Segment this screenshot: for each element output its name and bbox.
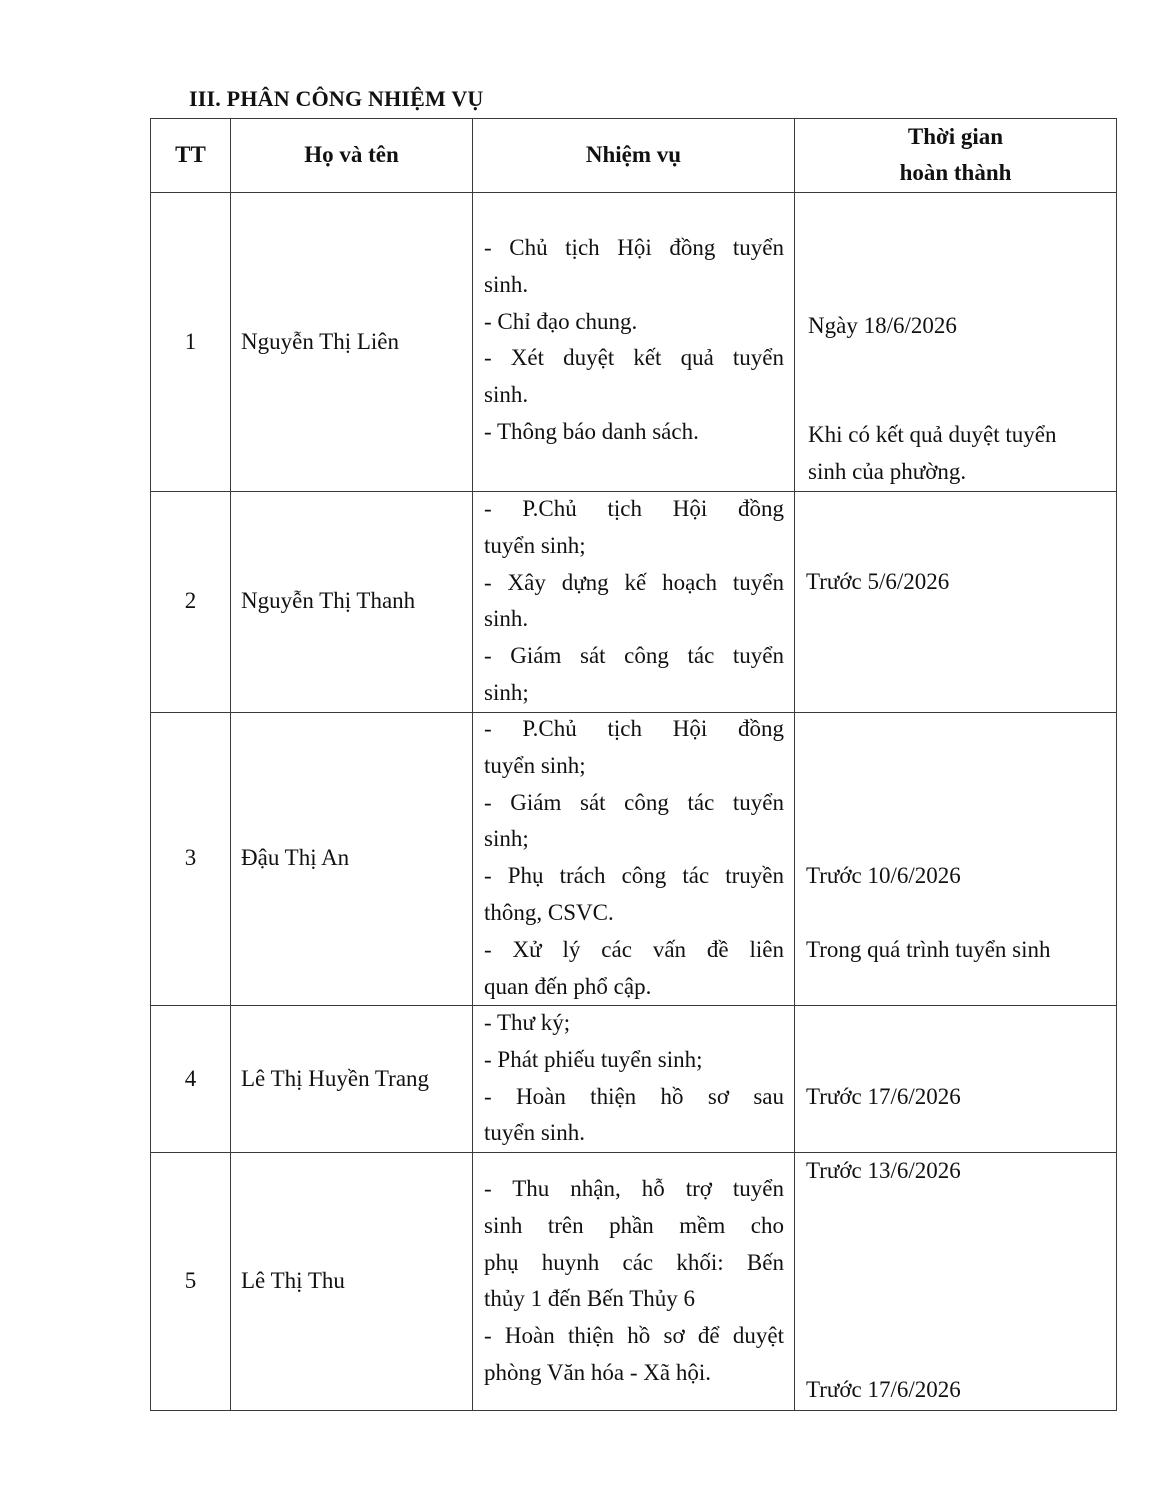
task-line: - P.Chủ tịch Hội đồng — [484, 496, 784, 521]
task-list — [484, 1171, 784, 1392]
deadline: Trong quá trình tuyển sinh — [806, 937, 1051, 962]
task-line: sinh; — [484, 679, 529, 705]
task-line: - Giám sát công tác tuyển — [484, 789, 784, 815]
task-line: sinh. — [484, 271, 529, 297]
deadline: sinh của phường. — [808, 459, 967, 484]
task-line: - Phát phiếu tuyển sinh; — [484, 1046, 703, 1072]
member-name: Nguyễn Thị Thanh — [241, 588, 416, 613]
deadline: Trước 10/6/2026 — [806, 863, 961, 888]
header-deadline-line: Thời gian — [907, 124, 1004, 149]
task-line: thông, CSVC. — [484, 899, 614, 925]
task-list — [484, 711, 784, 1005]
task-list — [484, 230, 784, 451]
task-line: - P.Chủ tịch Hội đồng — [484, 716, 784, 741]
header-name: Họ và tên — [304, 142, 399, 167]
task-line: - Xây dựng kế hoạch tuyển — [484, 569, 784, 595]
column-divider — [794, 119, 795, 1410]
member-name: Đậu Thị An — [241, 845, 350, 870]
task-line: sinh. — [484, 606, 529, 632]
column-divider — [230, 119, 231, 1410]
row-number: 5 — [184, 1268, 197, 1293]
task-line: - Thư ký; — [484, 1010, 571, 1035]
deadline: Trước 5/6/2026 — [806, 569, 950, 594]
header-task: Nhiệm vụ — [585, 142, 682, 167]
member-name: Nguyễn Thị Liên — [241, 329, 399, 354]
row-number: 4 — [184, 1066, 197, 1091]
task-line: phòng Văn hóa - Xã hội. — [484, 1359, 711, 1385]
task-list — [484, 491, 784, 712]
deadline: Trước 17/6/2026 — [806, 1377, 961, 1402]
task-line: tuyển sinh. — [484, 1120, 585, 1146]
row-number: 3 — [184, 845, 197, 870]
row-number: 2 — [184, 588, 197, 613]
deadline: Trước 13/6/2026 — [806, 1158, 961, 1183]
header-deadline-line: hoàn thành — [899, 160, 1012, 185]
task-line: sinh; — [484, 826, 529, 852]
task-line: - Giám sát công tác tuyển — [484, 643, 784, 669]
deadline: Trước 17/6/2026 — [806, 1084, 961, 1109]
task-line: tuyển sinh; — [484, 532, 586, 558]
task-line: thủy 1 đến Bến Thủy 6 — [484, 1286, 696, 1312]
member-name: Lê Thị Thu — [241, 1268, 345, 1293]
task-line: - Hoàn thiện hồ sơ sau — [484, 1083, 784, 1109]
task-line: - Chủ tịch Hội đồng tuyển — [484, 235, 784, 260]
task-line: - Xét duyệt kết quả tuyển — [484, 345, 784, 371]
deadline: Ngày 18/6/2026 — [808, 313, 957, 338]
row-divider — [151, 192, 1116, 193]
task-line: - Hoàn thiện hồ sơ để duyệt — [484, 1323, 784, 1349]
column-divider — [472, 119, 473, 1410]
header-tt: TT — [175, 142, 206, 167]
row-number: 1 — [184, 329, 197, 354]
task-line: tuyển sinh; — [484, 752, 586, 778]
deadline: Khi có kết quả duyệt tuyển — [808, 422, 1057, 447]
section-title: III. PHÂN CÔNG NHIỆM VỤ — [189, 86, 484, 111]
task-line: - Thu nhận, hỗ trợ tuyển — [484, 1176, 784, 1201]
member-name: Lê Thị Huyền Trang — [241, 1066, 430, 1091]
header-deadline — [795, 119, 1116, 191]
assignment-table — [150, 118, 1117, 1411]
task-line: sinh. — [484, 382, 529, 408]
task-line: quan đến phổ cập. — [484, 973, 652, 999]
task-line: - Xử lý các vấn đề liên — [484, 936, 784, 962]
task-list — [484, 1005, 784, 1152]
task-line: phụ huynh các khối: Bến — [484, 1249, 784, 1275]
task-line: - Chỉ đạo chung. — [484, 308, 638, 334]
task-line: sinh trên phần mềm cho — [484, 1212, 784, 1238]
task-line: - Phụ trách công tác truyền — [484, 863, 784, 889]
task-line: - Thông báo danh sách. — [484, 418, 699, 444]
